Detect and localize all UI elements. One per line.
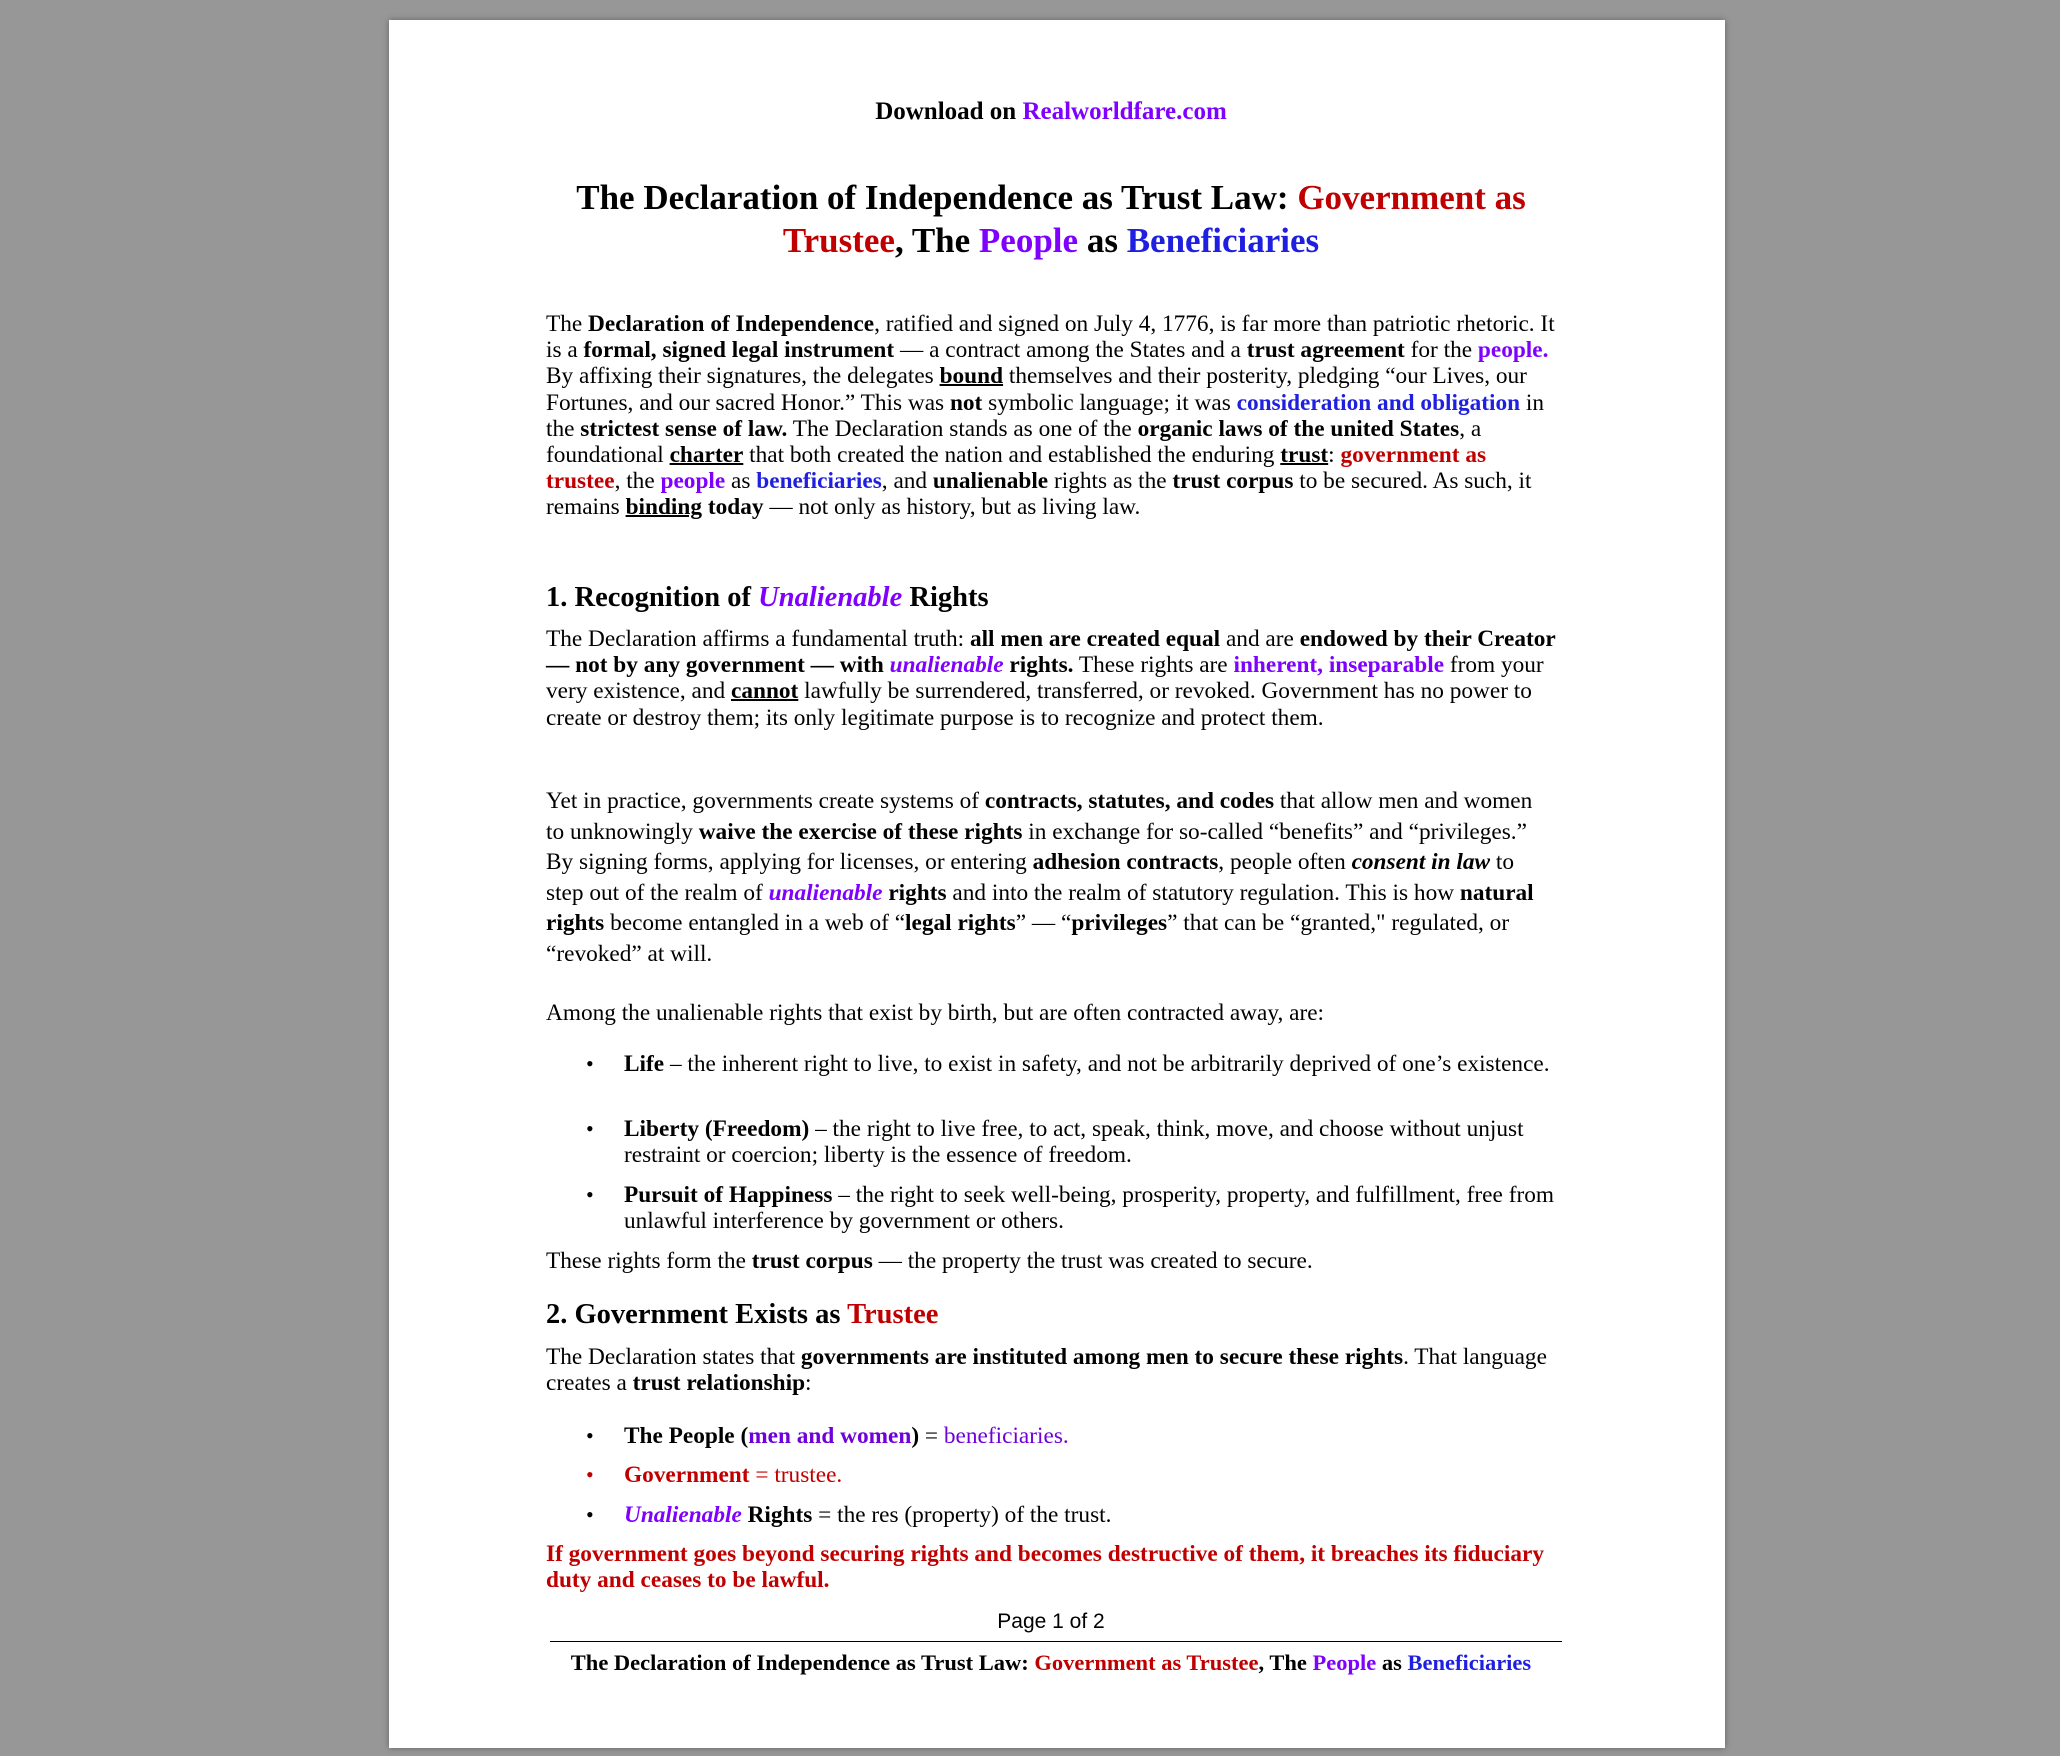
section1-paragraph2: Yet in practice, governments create systems of contracts, statutes, and codes that allow men and women to unknowingly waive the exercise of these rights in exchange for so-called “benefits” and “privileges.” By signing forms, applying for licenses, or entering adhesion contracts, people often consent in law to step out of the realm of unalienable rights and into the realm of statutory regulation. This is how natural rights become entangled in a web of “legal rights” — “privileges” that can be “granted," regulated, or “revoked” at will. bbox=[546, 788, 1534, 967]
bullet-dot: • bbox=[586, 1051, 594, 1076]
section2-paragraph1: The Declaration states that governments are instituted among men to secure these rights. That language creates a trust relationship: bbox=[546, 1344, 1547, 1397]
list-item-government: • Government = trustee. bbox=[586, 1462, 843, 1488]
download-site-link[interactable]: Realworldfare.com bbox=[1022, 98, 1227, 125]
download-prefix: Download on bbox=[875, 98, 1023, 125]
bullet-dot: • bbox=[586, 1462, 594, 1487]
title-people: People bbox=[978, 221, 1079, 260]
section2-heading: 2. Government Exists as Trustee bbox=[546, 1299, 939, 1330]
document-page bbox=[389, 20, 1725, 1748]
bullet-dot: • bbox=[586, 1116, 594, 1141]
title-comma-the: , The bbox=[894, 221, 979, 260]
section1-paragraph1: The Declaration affirms a fundamental truth: all men are created equal and are endowed by their Creator — not by any government — with unalienable rights. These rights are inherent, inseparable from your very existence, and cannot lawfully be surrendered, transferred, or revoked. Government has no power to create or destroy them; its only legitimate purpose is to recognize and protect them. bbox=[546, 626, 1556, 731]
title-government-trustee: Government as Trustee bbox=[782, 178, 1526, 260]
section1-paragraph4: These rights form the trust corpus — the property the trust was created to secure. bbox=[546, 1248, 1313, 1274]
list-item-happiness: • Pursuit of Happiness – the right to seek well-being, prosperity, property, and fulfillment, free from unlawful interference by government or others. bbox=[586, 1182, 1554, 1235]
list-item-people: • The People (men and women) = beneficiaries. bbox=[586, 1423, 1069, 1449]
bullet-dot: • bbox=[586, 1502, 594, 1527]
section1-paragraph3: Among the unalienable rights that exist by birth, but are often contracted away, are: bbox=[546, 1000, 1325, 1026]
warning-paragraph: If government goes beyond securing rights and becomes destructive of them, it breaches its fiduciary duty and ceases to be lawful. bbox=[546, 1541, 1545, 1594]
bullet-dot: • bbox=[586, 1423, 594, 1448]
document-title bbox=[546, 176, 1556, 262]
footer-title: The Declaration of Independence as Trust Law: Government as Trustee, The People as Beneficiaries bbox=[570, 1650, 1532, 1675]
footer-divider bbox=[550, 1641, 1562, 1642]
title-as: as bbox=[1078, 221, 1127, 260]
list-item-rights: • Unalienable Rights = the res (property) of the trust. bbox=[586, 1502, 1112, 1528]
title-beneficiaries: Beneficiaries bbox=[1126, 221, 1320, 260]
download-line bbox=[546, 98, 1556, 126]
intro-paragraph: The Declaration of Independence, ratified and signed on July 4, 1776, is far more than patriotic rhetoric. It is a formal, signed legal instrument — a contract among the States and a trust agreement for the people. By affixing their signatures, the delegates bound themselves and their posterity, pledging “our Lives, our Fortunes, and our sacred Honor.” This was not symbolic language; it was consideration and obligation in the strictest sense of law. The Declaration stands as one of the organic laws of the united States, a foundational charter that both created the nation and established the enduring trust: government as trustee, the people as beneficiaries, and unalienable rights as the trust corpus to be secured. As such, it remains binding today — not only as history, but as living law. bbox=[546, 311, 1555, 521]
title-part1: The Declaration of Independence as Trust Law: bbox=[576, 178, 1298, 217]
list-item-life: • Life – the inherent right to live, to exist in safety, and not be arbitrarily deprived of one’s existence. bbox=[586, 1051, 1550, 1077]
list-item-liberty: • Liberty (Freedom) – the right to live free, to act, speak, think, move, and choose without unjust restraint or coercion; liberty is the essence of freedom. bbox=[586, 1116, 1524, 1169]
page-number: Page 1 of 2 bbox=[997, 1610, 1105, 1633]
bullet-dot: • bbox=[586, 1182, 594, 1207]
section1-heading: 1. Recognition of Unalienable Rights bbox=[546, 582, 989, 613]
